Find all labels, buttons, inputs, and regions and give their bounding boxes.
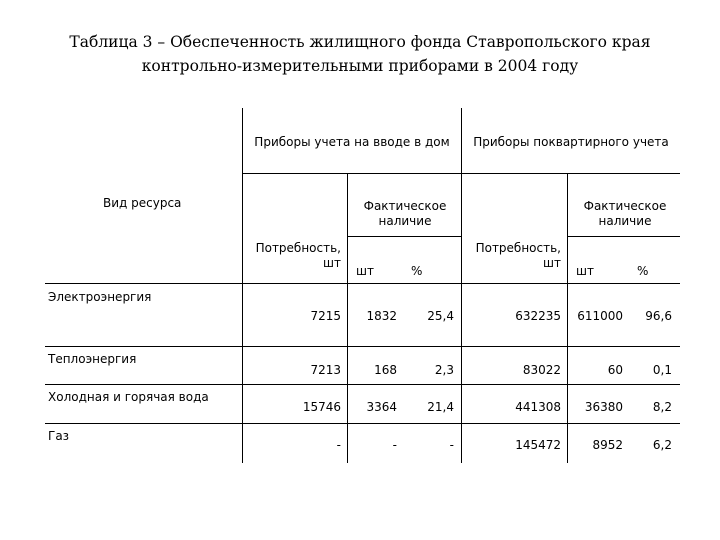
row-gas-pcs2: 8952: [592, 438, 623, 452]
row-water-pct1: 21,4: [427, 400, 454, 414]
header-actual-1: Фактическое наличие: [363, 199, 447, 228]
divider-header-body: [45, 283, 680, 284]
divider-group-header: [242, 173, 680, 174]
row-electricity-need1: 7215: [310, 309, 341, 323]
divider-row-1: [45, 346, 680, 347]
header-pct-1: %: [411, 264, 423, 278]
header-resource: Вид ресурса: [103, 196, 182, 210]
row-water-need2: 441308: [515, 400, 561, 414]
header-need-2: Потребность, шт: [475, 241, 561, 270]
row-water-pcs1: 3364: [366, 400, 397, 414]
row-gas-resource: Газ: [48, 429, 70, 443]
row-electricity-pcs2: 611000: [577, 309, 623, 323]
header-pcs-1: шт: [356, 264, 374, 278]
row-water-pct2: 8,2: [652, 400, 672, 414]
table-title: [0, 30, 720, 78]
resource-table: [45, 108, 680, 463]
header-need-1: Потребность, шт: [255, 241, 341, 270]
divider-row-3: [45, 423, 680, 424]
row-heat-resource: Теплоэнергия: [48, 352, 137, 366]
divider-row-2: [45, 384, 680, 385]
row-heat-pct1: 2,3: [434, 363, 454, 377]
row-gas-need1: -: [336, 438, 341, 452]
divider-actual-header-2: [567, 236, 680, 237]
row-electricity-resource: Электроэнергия: [48, 290, 152, 304]
row-electricity-pct2: 96,6: [645, 309, 672, 323]
header-group-2: Приборы поквартирного учета: [473, 135, 669, 149]
row-heat-need1: 7213: [310, 363, 341, 377]
row-heat-pcs2: 60: [607, 363, 623, 377]
row-heat-need2: 83022: [522, 363, 561, 377]
title-line-1: Таблица 3 – Обеспеченность жилищного фонда Ставропольского края: [69, 33, 651, 51]
divider-actual-header-1: [347, 236, 461, 237]
divider-group-1-2: [461, 108, 462, 463]
header-actual-2: Фактическое наличие: [583, 199, 667, 228]
header-pct-2: %: [637, 264, 649, 278]
header-group-1: Приборы учета на вводе в дом: [254, 135, 450, 149]
row-gas-pcs1: -: [392, 438, 397, 452]
row-gas-pct1: -: [449, 438, 454, 452]
row-gas-need2: 145472: [515, 438, 561, 452]
row-gas-pct2: 6,2: [652, 438, 672, 452]
title-line-2: контрольно-измерительными приборами в 2004 году: [141, 57, 579, 75]
row-heat-pcs1: 168: [374, 363, 397, 377]
row-electricity-need2: 632235: [515, 309, 561, 323]
row-water-pcs2: 36380: [584, 400, 623, 414]
row-electricity-pcs1: 1832: [366, 309, 397, 323]
header-pcs-2: шт: [576, 264, 594, 278]
row-electricity-pct1: 25,4: [427, 309, 454, 323]
row-heat-pct2: 0,1: [652, 363, 672, 377]
divider-resource-column: [242, 108, 243, 463]
row-water-need1: 15746: [302, 400, 341, 414]
row-water-resource: Холодная и горячая вода: [48, 390, 209, 404]
